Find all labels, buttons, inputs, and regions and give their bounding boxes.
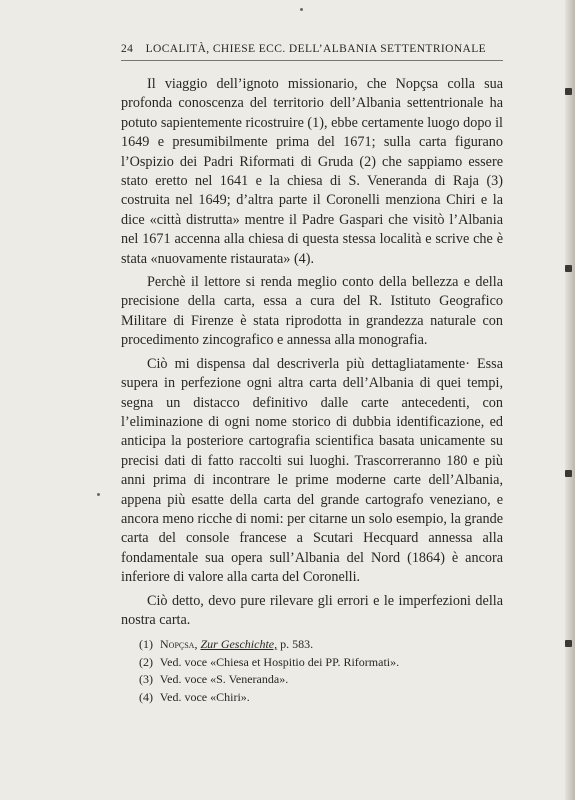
footnote-author: Nopçsa, (160, 637, 198, 651)
paragraph: Ciò detto, devo pure rilevare gli errori e le imperfezioni della nostra carta. (121, 592, 503, 628)
margin-mark (565, 265, 572, 272)
margin-mark (565, 640, 572, 647)
header-rule (121, 60, 503, 61)
footnote-number: (2) (139, 654, 153, 669)
footnote (139, 636, 499, 654)
paragraph: Perchè il lettore si renda meglio conto della bellezza e della precisione della carta, essa a cura del R. Istituto Geografico Militare di Firenze è stata riprodotta in grandezza naturale con procedimento zincografico e annessa alla monografia. (121, 274, 503, 349)
margin-mark (565, 88, 572, 95)
paragraph: Il viaggio dell’ignoto missionario, che Nopçsa colla sua profonda conoscenza del territorio dell’Albania settentrionale ha potuto sapientemente ricostruire (1), ebbe certamente luogo dopo il 1649 e presumibilmente prima del 1671; sulla carta figurano l’Ospizio dei Padri Riformati di Gruda (2) che sappiamo essere stato eretto nel 1641 e la chiesa di S. Veneranda di Raja (3) costruita nel 1649; d’altra parte il Coronelli menziona Chiri e la dice «città distrutta» mentre il Padre Gaspari che visitò l’Albania nel 1671 accenna alla chiesa di questa stessa località e scrive che è stata «nuovamente ristaurata» (4). (121, 76, 503, 267)
footnotes (139, 636, 499, 706)
footnote-number: (4) (139, 689, 153, 704)
running-title: LOCALITÀ, CHIESE ECC. DELL’ALBANIA SETTENTRIONALE (145, 43, 487, 55)
scan-speck (300, 8, 303, 11)
paragraph: Ciò mi dispensa dal descriverla più dettagliatamente· Essa supera in perfezione ogni altra carta dell’Albania di quei tempi, segna un distacco definitivo dalle carte antecedenti, con l’eliminazione di ogni nome storico di dubbia identificazione, ed anticipa la posteriore cartografia scientifica basata unicamente su precisi dati di fatto raccolti sui luoghi. Trascorreranno 180 e più anni prima di incontrare le prime moderne carte dell’Albania, appena più esatte della carta del grande cartografo veneziano, e ancora meno ricche di nomi: per citarne un solo esempio, la grande carta del console francese a Scutari Hecquard annessa alla fondamentale sua opera sull’Albania del Nord (1864) è ancora inferiore di valore alla carta del Coronelli. (121, 355, 503, 586)
footnote-text: p. 583. (280, 637, 314, 651)
margin-mark (565, 470, 572, 477)
footnote-text: Ved. voce «Chiri». (159, 689, 250, 704)
footnote (139, 671, 499, 689)
footnote (139, 689, 499, 707)
scan-speck (97, 493, 100, 496)
footnote-text: Ved. voce «Chiesa et Hospitio dei PP. Riformati». (159, 654, 400, 669)
footnote (139, 654, 499, 672)
body-text (121, 75, 503, 630)
page-edge-shadow (565, 0, 575, 800)
page-number: 24 (121, 43, 134, 55)
footnote-number: (1) (139, 637, 153, 651)
footnote-text: Ved. voce «S. Veneranda». (159, 672, 289, 686)
footnote-number: (3) (139, 672, 153, 686)
footnote-title: Zur Geschichte, (200, 637, 278, 651)
running-header (121, 43, 501, 55)
